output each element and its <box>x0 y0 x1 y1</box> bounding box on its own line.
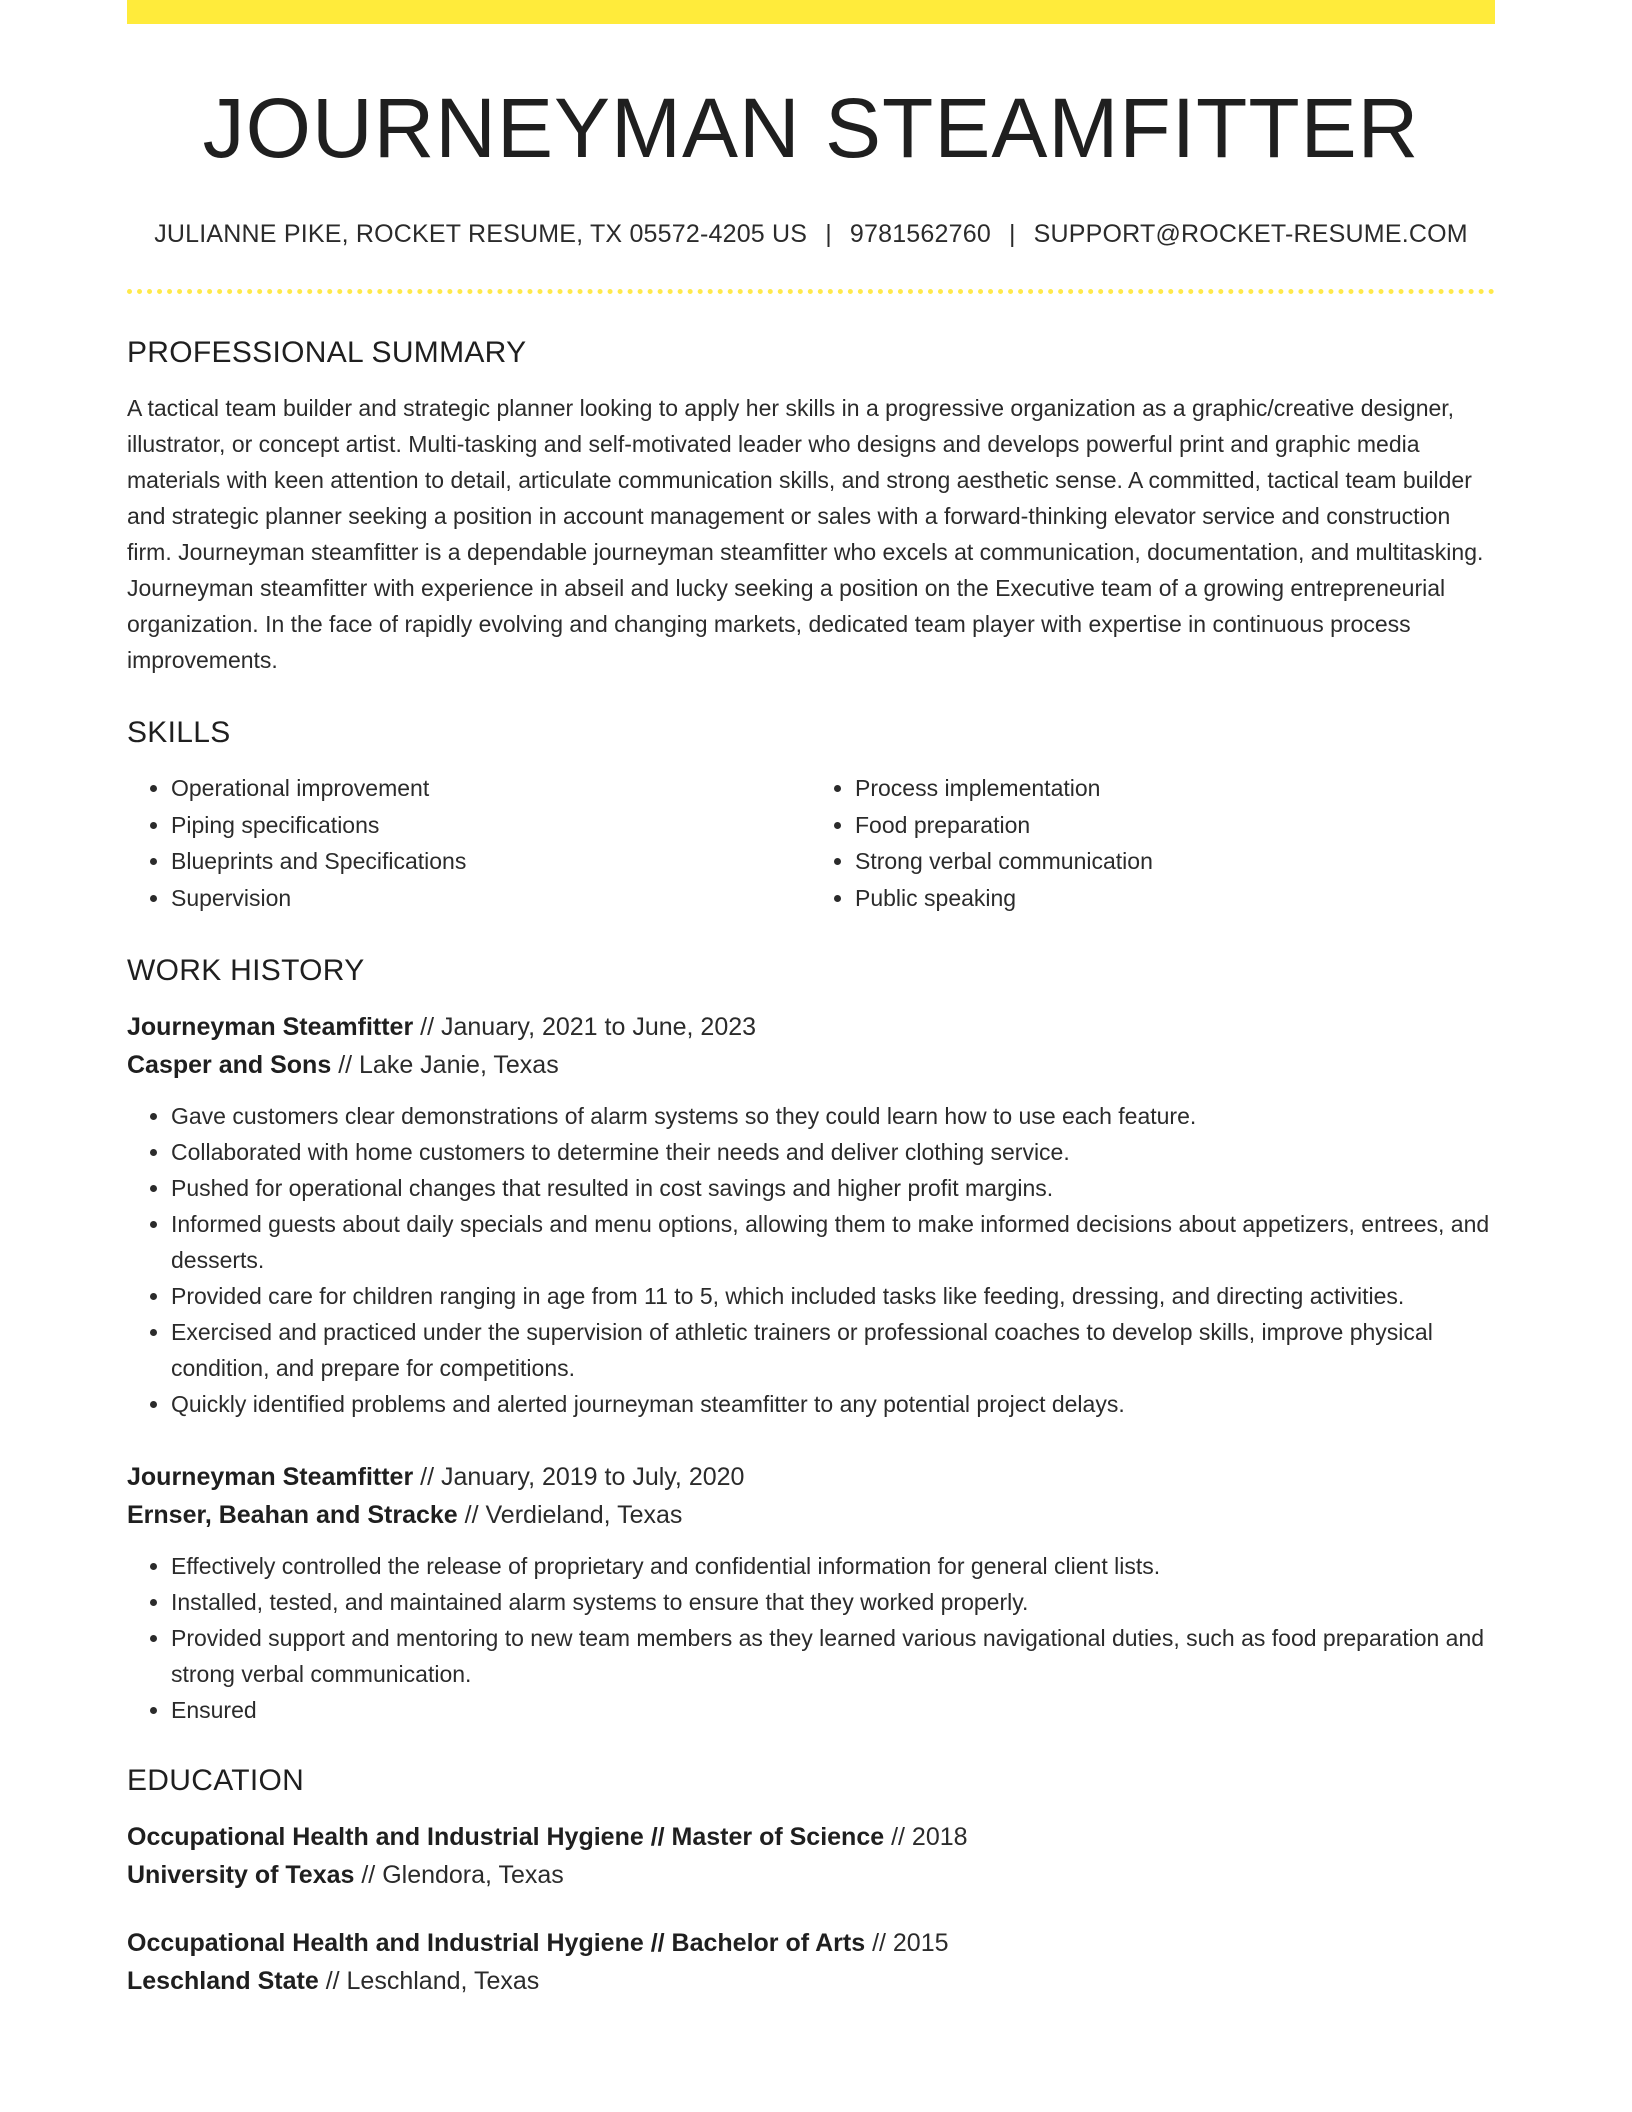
summary-heading: PROFESSIONAL SUMMARY <box>127 336 527 370</box>
job-bullet: • Installed, tested, and maintained alarm systems to ensure that they worked properly. <box>171 1584 1495 1620</box>
job-dates: // January, 2019 to July, 2020 <box>420 1463 745 1492</box>
job-dates: // January, 2021 to June, 2023 <box>420 1013 757 1042</box>
job-company: Casper and Sons <box>127 1051 332 1080</box>
job-title-line <box>127 1008 1495 1046</box>
job-bullet: • Provided support and mentoring to new team members as they learned various navigational duties, such as food preparation and strong verbal communication. <box>171 1620 1495 1692</box>
job-bullet: • Informed guests about daily specials and menu options, allowing them to make informed decisions about appetizers, entrees, and desserts. <box>171 1206 1495 1278</box>
education-school-line <box>127 1962 1495 2000</box>
skill-item: • Food preparation <box>855 807 1495 844</box>
skill-item: • Public speaking <box>855 880 1495 917</box>
education-entry <box>127 1924 1495 2000</box>
skills-columns <box>127 770 1495 916</box>
contact-address: JULIANNE PIKE, ROCKET RESUME, TX 05572-4205 US <box>154 220 808 249</box>
job-entry <box>127 1458 1495 1728</box>
education-degree: Occupational Health and Industrial Hygiene // Master of Science <box>127 1823 885 1852</box>
job-bullet: • Ensured <box>171 1692 1495 1728</box>
job-location: // Verdieland, Texas <box>464 1501 683 1530</box>
contact-email: SUPPORT@ROCKET-RESUME.COM <box>1033 220 1468 249</box>
education-location: // Leschland, Texas <box>325 1967 540 1996</box>
contact-separator: | <box>1008 220 1016 249</box>
education-degree-line <box>127 1818 1495 1856</box>
skill-item: • Strong verbal communication <box>855 843 1495 880</box>
job-company: Ernser, Beahan and Stracke <box>127 1501 458 1530</box>
education-degree-line <box>127 1924 1495 1962</box>
education-heading: EDUCATION <box>127 1764 305 1798</box>
job-entry <box>127 1008 1495 1422</box>
education-location: // Glendora, Texas <box>361 1861 564 1890</box>
job-bullet: • Gave customers clear demonstrations of alarm systems so they could learn how to use each feature. <box>171 1098 1495 1134</box>
job-title-line <box>127 1458 1495 1496</box>
skill-item: • Process implementation <box>855 770 1495 807</box>
skill-item: • Piping specifications <box>171 807 811 844</box>
job-bullet: • Quickly identified problems and alerted journeyman steamfitter to any potential project delays. <box>171 1386 1495 1422</box>
job-bullet: • Pushed for operational changes that resulted in cost savings and higher profit margins. <box>171 1170 1495 1206</box>
job-title: Journeyman Steamfitter <box>127 1013 414 1042</box>
job-company-line <box>127 1496 1495 1534</box>
education-school-line <box>127 1856 1495 1894</box>
education-entry <box>127 1818 1495 1894</box>
skill-item: • Operational improvement <box>171 770 811 807</box>
contact-separator: | <box>825 220 832 249</box>
job-location: // Lake Janie, Texas <box>338 1051 559 1080</box>
skill-item: • Supervision <box>171 880 811 917</box>
job-bullet: • Collaborated with home customers to determine their needs and deliver clothing service. <box>171 1134 1495 1170</box>
work-heading: WORK HISTORY <box>127 954 365 988</box>
education-year: // 2015 <box>872 1929 949 1958</box>
education-year: // 2018 <box>891 1823 968 1852</box>
accent-top-bar <box>127 0 1495 24</box>
summary-text: A tactical team builder and strategic planner looking to apply her skills in a progressive organization as a graphic/creative designer, illustrator, or concept artist. Multi-tasking and self-motivated leader who designs and develops powerful print and graphic media materials with keen attention to detail, articulate communication skills, and strong aesthetic sense. A committed, tactical team builder and strategic planner seeking a position in account management or sales with a forward-thinking elevator service and construction firm. Journeyman steamfitter is a dependable journeyman steamfitter who excels at communication, documentation, and multitasking. Journeyman steamfitter with experience in abseil and lucky seeking a position on the Executive team of a growing entrepreneurial organization. In the face of rapidly evolving and changing markets, dedicated team player with expertise in continuous process improvements. <box>127 395 1484 674</box>
skills-left-list <box>127 770 811 916</box>
education-school: Leschland State <box>127 1967 319 1996</box>
skill-item: • Blueprints and Specifications <box>171 843 811 880</box>
contact-phone: 9781562760 <box>849 220 991 249</box>
job-bullet: • Exercised and practiced under the supervision of athletic trainers or professional coaches to develop skills, improve physical condition, and prepare for competitions. <box>171 1314 1495 1386</box>
education-school: University of Texas <box>127 1861 355 1890</box>
resume-page <box>127 0 1495 2030</box>
job-bullet: • Provided care for children ranging in age from 11 to 5, which included tasks like feeding, dressing, and directing activities. <box>171 1278 1495 1314</box>
job-bullets <box>127 1548 1495 1728</box>
skills-right-list <box>811 770 1495 916</box>
resume-title: JOURNEYMAN STEAMFITTER <box>202 81 1420 175</box>
job-bullets <box>127 1098 1495 1422</box>
job-title: Journeyman Steamfitter <box>127 1463 414 1492</box>
skills-heading: SKILLS <box>127 716 231 750</box>
job-bullet: • Effectively controlled the release of proprietary and confidential information for general client lists. <box>171 1548 1495 1584</box>
education-degree: Occupational Health and Industrial Hygiene // Bachelor of Arts <box>127 1929 866 1958</box>
contact-line <box>127 220 1495 249</box>
job-company-line <box>127 1046 1495 1084</box>
dotted-divider <box>127 289 1495 294</box>
